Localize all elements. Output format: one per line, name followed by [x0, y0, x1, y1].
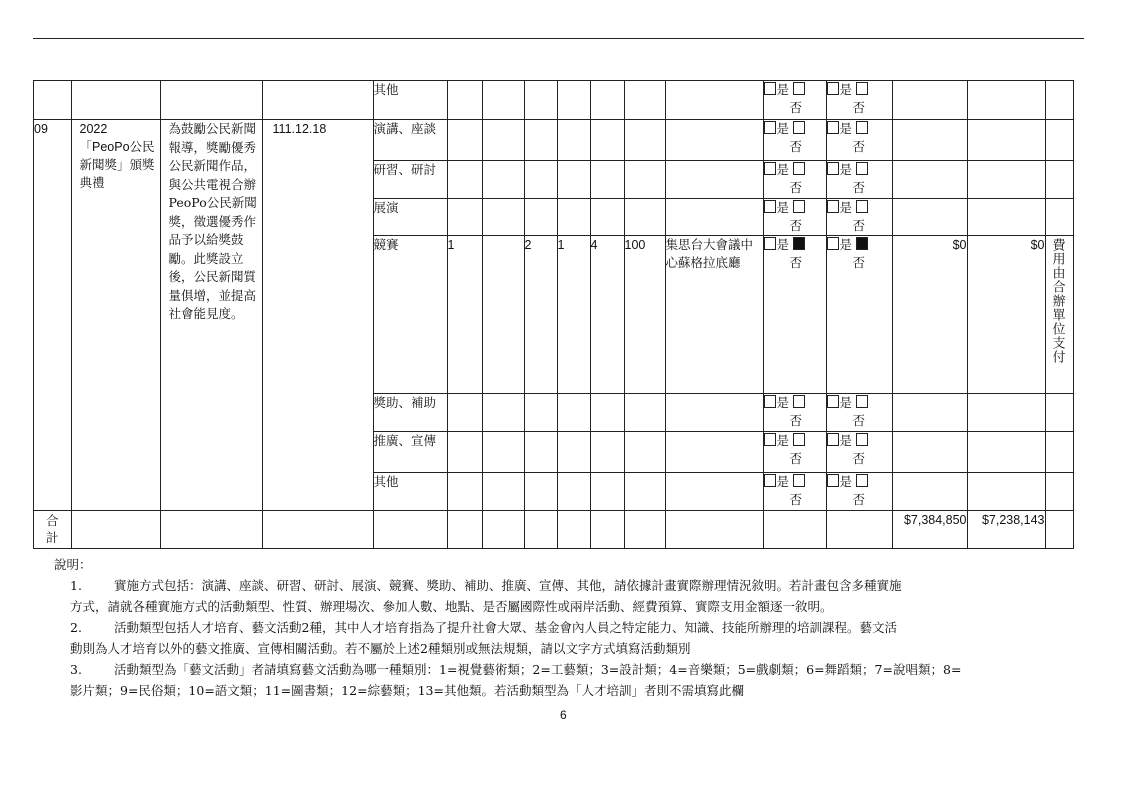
- cross-strait-yn: 是 否: [826, 161, 892, 199]
- table-row: [34, 120, 1074, 161]
- cross-strait-yn: 是 否: [826, 473, 892, 511]
- checkbox[interactable]: [827, 162, 839, 175]
- intl-yn: 是 否: [763, 81, 826, 120]
- checkbox-filled[interactable]: [856, 237, 868, 250]
- item-date: 111.12.18: [262, 120, 373, 511]
- checkbox[interactable]: [793, 433, 805, 446]
- intl-yn: 是 否: [763, 432, 826, 473]
- checkbox[interactable]: [827, 474, 839, 487]
- checkbox[interactable]: [793, 121, 805, 134]
- checkbox-filled[interactable]: [793, 237, 805, 250]
- intl-yn: 是 否: [763, 161, 826, 199]
- type-cell: 其他: [373, 81, 447, 120]
- table-row: [34, 81, 1074, 120]
- checkbox[interactable]: [793, 395, 805, 408]
- checkbox[interactable]: [764, 121, 776, 134]
- page-number: 6: [560, 708, 567, 722]
- cell-value: [482, 236, 524, 394]
- note-3: 3. 活動類型為「藝文活動」者請填寫藝文活動為哪一種類別：1=視覺藝術類；2=工藝類；3=設計類；4=音樂類；5=戲劇類；6=舞蹈類；7=說唱類；8=: [70, 662, 962, 677]
- notes-section: [54, 554, 1068, 701]
- cell-value: 2: [524, 236, 557, 394]
- checkbox[interactable]: [764, 433, 776, 446]
- type-cell: 研習、研討: [373, 161, 447, 199]
- checkbox[interactable]: [856, 162, 868, 175]
- checkbox[interactable]: [856, 121, 868, 134]
- budget-amount: $0: [892, 236, 967, 394]
- checkbox[interactable]: [793, 200, 805, 213]
- checkbox[interactable]: [827, 82, 839, 95]
- cross-strait-yn: 是 否: [826, 394, 892, 432]
- total-budget: $7,384,850: [892, 511, 967, 549]
- item-no: 09: [34, 120, 72, 511]
- cross-strait-yn: 是 否: [826, 199, 892, 236]
- note-3-cont: 影片類；9=民俗類；10=語文類；11=圖書類；12=綜藝類；13=其他類。若活動類型為「人才培訓」者則不需填寫此欄: [70, 683, 744, 698]
- cell-value: 1: [447, 236, 482, 394]
- page-top-rule: [33, 38, 1084, 39]
- activity-table: [33, 80, 1074, 549]
- total-row: [34, 511, 1074, 549]
- item-name: 2022 「PeoPo公民新聞獎」頒獎典禮: [71, 120, 160, 511]
- participants: 100: [624, 236, 665, 394]
- checkbox[interactable]: [856, 395, 868, 408]
- intl-yn: 是 否: [763, 394, 826, 432]
- cross-strait-yn: 是 否: [826, 432, 892, 473]
- intl-yn: 是 否: [763, 473, 826, 511]
- intl-yn: 是 否: [763, 236, 826, 394]
- notes-title: 說明：: [54, 557, 92, 572]
- type-cell: 其他: [373, 473, 447, 511]
- checkbox[interactable]: [764, 395, 776, 408]
- remark-cell: [1045, 236, 1073, 394]
- note-1-cont: 方式，請就各種實施方式的活動類型、性質、辦理場次、參加人數、地點、是否屬國際性或兩岸活動、經費預算、實際支用金額逐一敘明。: [70, 599, 833, 614]
- type-cell: 展演: [373, 199, 447, 236]
- checkbox[interactable]: [827, 121, 839, 134]
- total-actual: $7,238,143: [967, 511, 1045, 549]
- remark-text: 費用由合辦單位支付: [1049, 238, 1065, 364]
- cross-strait-yn: 是 否: [826, 236, 892, 394]
- type-cell: 獎助、補助: [373, 394, 447, 432]
- checkbox[interactable]: [856, 433, 868, 446]
- venue: 集思台大會議中心蘇格拉底廳: [665, 236, 763, 394]
- checkbox[interactable]: [856, 82, 868, 95]
- total-label: 合計: [34, 511, 72, 549]
- checkbox[interactable]: [793, 162, 805, 175]
- intl-yn: 是 否: [763, 199, 826, 236]
- type-cell: 演講、座談: [373, 120, 447, 161]
- checkbox[interactable]: [793, 474, 805, 487]
- item-description: 為鼓勵公民新聞報導，獎勵優秀公民新聞作品，與公共電視合辦PeoPo公民新聞獎，徵選優秀作品予以給獎鼓勵。此獎設立後，公民新聞質量俱增，並提高社會能見度。: [160, 120, 262, 511]
- checkbox[interactable]: [827, 237, 839, 250]
- intl-yn: 是 否: [763, 120, 826, 161]
- checkbox[interactable]: [764, 82, 776, 95]
- checkbox[interactable]: [764, 200, 776, 213]
- cell-value: 1: [557, 236, 590, 394]
- actual-amount: $0: [967, 236, 1045, 394]
- cell-value: 4: [590, 236, 624, 394]
- checkbox[interactable]: [764, 237, 776, 250]
- type-cell: 推廣、宣傳: [373, 432, 447, 473]
- checkbox[interactable]: [856, 474, 868, 487]
- note-2-cont: 動則為人才培育以外的藝文推廣、宣傳相關活動。若不屬於上述2種類別或無法規類，請以文字方式填寫活動類別: [70, 641, 691, 656]
- cross-strait-yn: 是 否: [826, 81, 892, 120]
- checkbox[interactable]: [793, 82, 805, 95]
- note-2: 2. 活動類型包括人才培育、藝文活動2種，其中人才培育指為了提升社會大眾、基金會內人員之特定能力、知識、技能所辦理的培訓課程。藝文活: [70, 620, 897, 635]
- checkbox[interactable]: [856, 200, 868, 213]
- checkbox[interactable]: [827, 395, 839, 408]
- checkbox[interactable]: [764, 162, 776, 175]
- note-1: 1. 實施方式包括：演講、座談、研習、研討、展演、競賽、獎助、補助、推廣、宣傳、其他，請依據計畫實際辦理情況敘明。若計畫包含多種實施: [70, 578, 902, 593]
- checkbox[interactable]: [764, 474, 776, 487]
- type-cell: 競賽: [373, 236, 447, 394]
- checkbox[interactable]: [827, 433, 839, 446]
- checkbox[interactable]: [827, 200, 839, 213]
- cross-strait-yn: 是 否: [826, 120, 892, 161]
